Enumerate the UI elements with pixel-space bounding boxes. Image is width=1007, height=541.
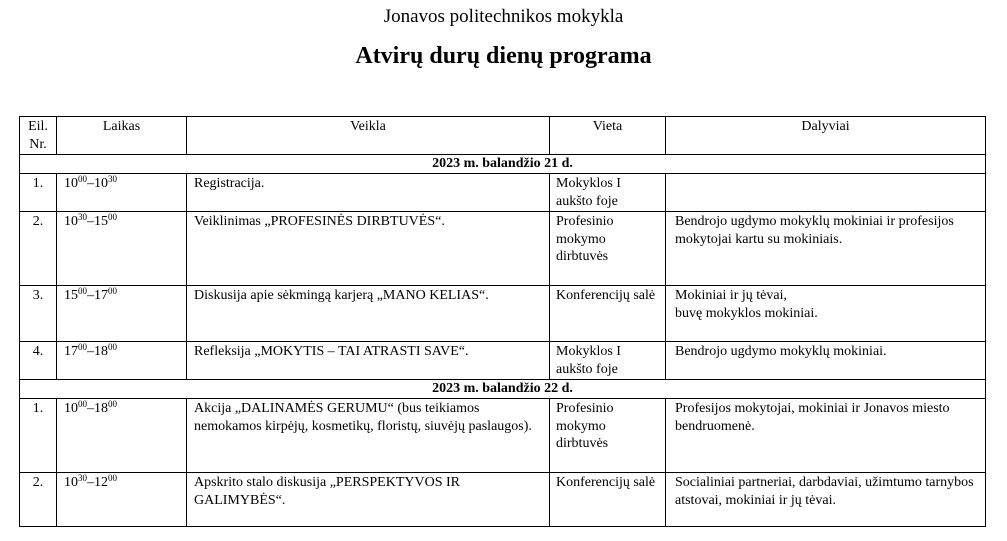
- table-row: [20, 342, 986, 380]
- table-row: [20, 399, 986, 473]
- school-name: Jonavos politechnikos mokykla: [383, 6, 624, 27]
- row-participants: Socialiniai partneriai, darbdaviai, užimtumo tarnybos atstovai, mokiniai ir jų tėvai.: [666, 473, 986, 527]
- row-place: Konferencijų salė: [550, 286, 666, 342]
- header-no: Eil. Nr.: [20, 117, 57, 155]
- header-participants: Dalyviai: [666, 117, 986, 155]
- row-time: $10^{30}-12^{00}$: [57, 473, 187, 527]
- table-row: [20, 174, 986, 212]
- row-time: $17^{00}-18^{00}$: [57, 342, 187, 380]
- row-place: Profesinio mokymo dirbtuvės: [550, 212, 666, 286]
- row-number: 1.: [20, 174, 57, 212]
- row-place: Mokyklos I aukšto foje: [550, 174, 666, 212]
- page-title: Atvirų durų dienų programa: [355, 43, 652, 69]
- header-activity: Veikla: [187, 117, 550, 155]
- row-time: $10^{30}-15^{00}$: [57, 212, 187, 286]
- row-participants: Mokiniai ir jų tėvai, buvę mokyklos mokiniai.: [666, 286, 986, 342]
- row-place: Mokyklos I aukšto foje: [550, 342, 666, 380]
- date-row-day1: [20, 155, 986, 174]
- row-number: 2.: [20, 473, 57, 527]
- row-activity: Refleksija „MOKYTIS – TAI ATRASTI SAVE“.: [187, 342, 550, 380]
- row-number: 1.: [20, 399, 57, 473]
- row-activity: Registracija.: [187, 174, 550, 212]
- row-time: $10^{00}-10^{30}$: [57, 174, 187, 212]
- row-number: 3.: [20, 286, 57, 342]
- header-place: Vieta: [550, 117, 666, 155]
- table-header-row: [20, 117, 986, 155]
- row-number: 2.: [20, 212, 57, 286]
- date-day1: 2023 m. balandžio 21 d.: [20, 155, 986, 174]
- row-participants: Bendrojo ugdymo mokyklų mokiniai ir profesijos mokytojai kartu su mokiniais.: [666, 212, 986, 286]
- row-participants: [666, 174, 986, 212]
- table-row: [20, 212, 986, 286]
- row-activity: Veiklinimas „PROFESINĖS DIRBTUVĖS“.: [187, 212, 550, 286]
- row-place: Konferencijų salė: [550, 473, 666, 527]
- row-activity: Akcija „DALINAMĖS GERUMU“ (bus teikiamos nemokamos kirpėjų, kosmetikų, floristų, siuvėjų paslaugos).: [187, 399, 550, 473]
- table-row: [20, 286, 986, 342]
- row-number: 4.: [20, 342, 57, 380]
- program-table: [19, 116, 986, 527]
- row-participants: Profesijos mokytojai, mokiniai ir Jonavos miesto bendruomenė.: [666, 399, 986, 473]
- date-row-day2: [20, 380, 986, 399]
- date-day2: 2023 m. balandžio 22 d.: [20, 380, 986, 399]
- row-time: $15^{00}-17^{00}$: [57, 286, 187, 342]
- row-activity: Diskusija apie sėkmingą karjerą „MANO KELIAS“.: [187, 286, 550, 342]
- header-time: Laikas: [57, 117, 187, 155]
- row-activity: Apskrito stalo diskusija „PERSPEKTYVOS IR GALIMYBĖS“.: [187, 473, 550, 527]
- row-time: $10^{00}-18^{00}$: [57, 399, 187, 473]
- table-row: [20, 473, 986, 527]
- row-place: Profesinio mokymo dirbtuvės: [550, 399, 666, 473]
- row-participants: Bendrojo ugdymo mokyklų mokiniai.: [666, 342, 986, 380]
